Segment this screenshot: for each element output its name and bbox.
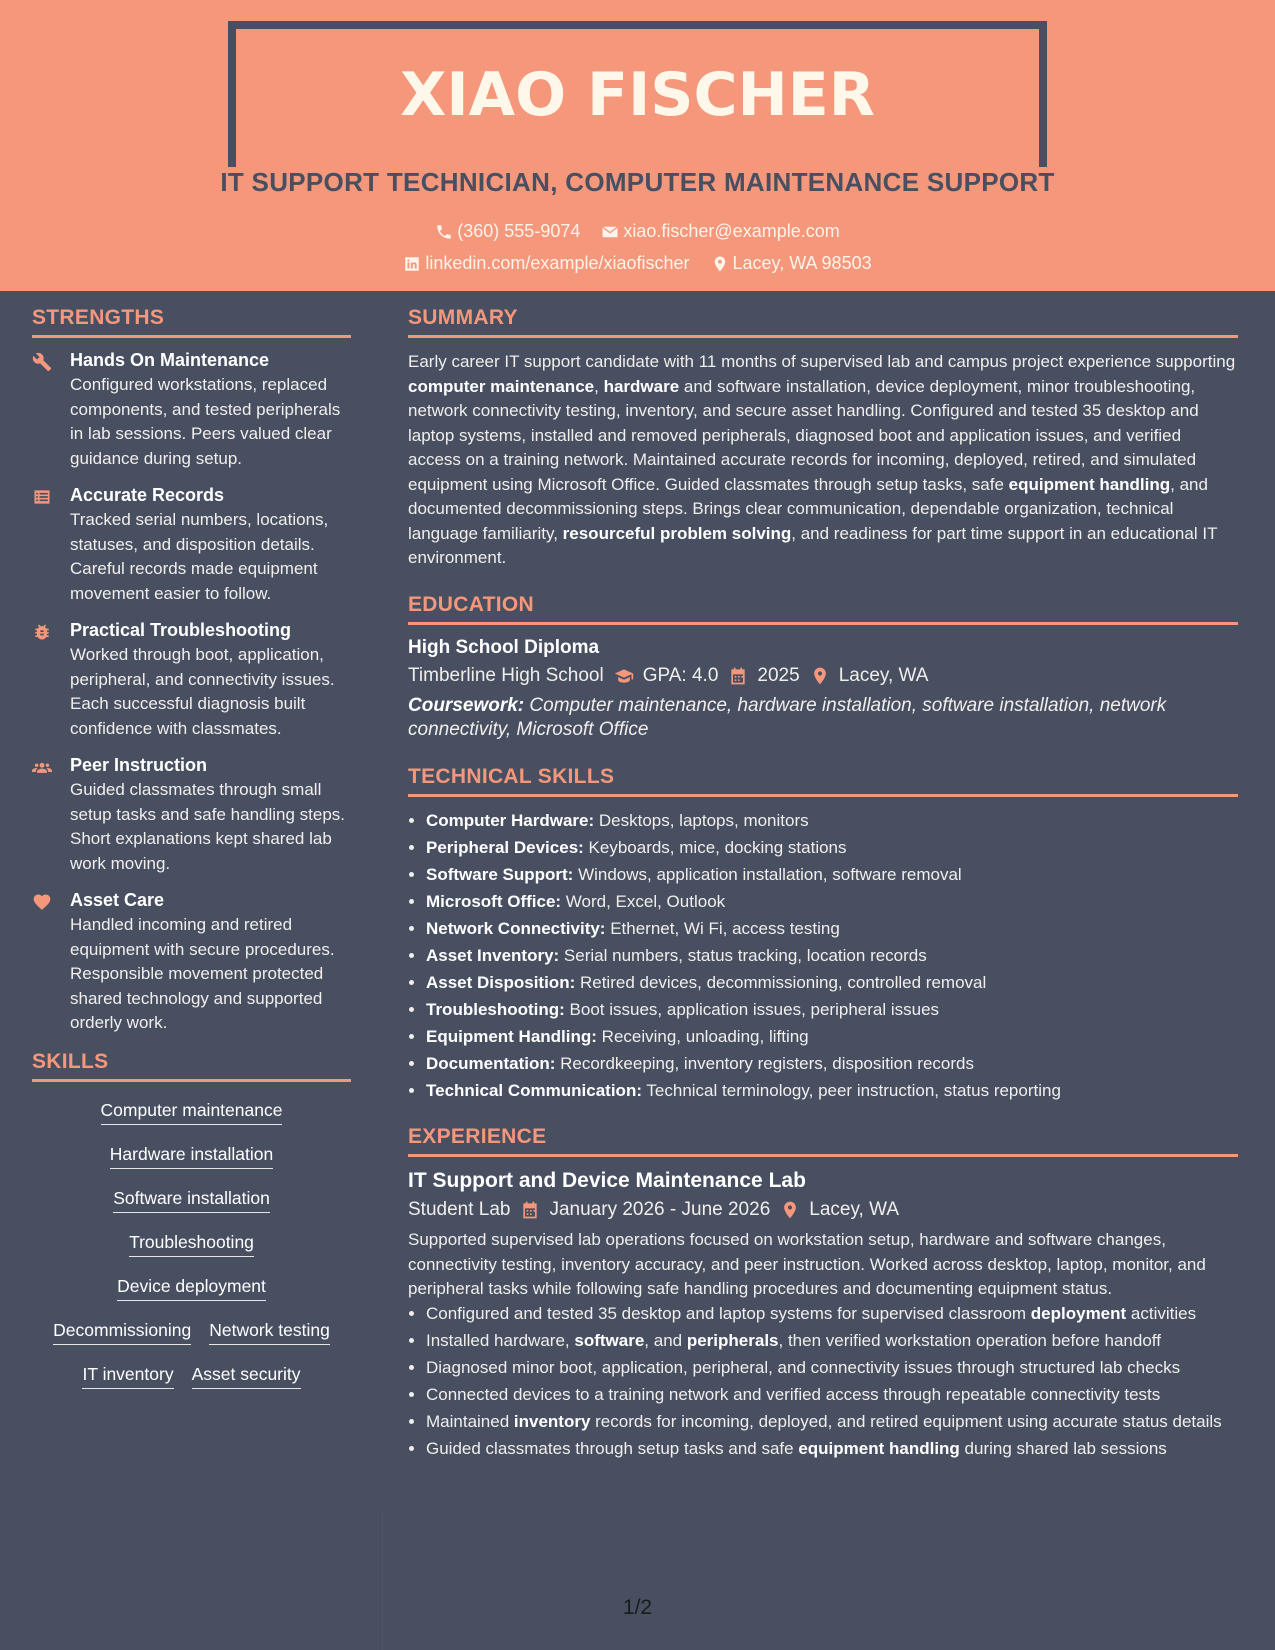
skill-tag: Network testing <box>209 1320 330 1345</box>
experience-meta <box>408 1199 1238 1221</box>
technical-skill-item <box>426 1052 1238 1077</box>
bold-text: resourceful problem solving <box>562 523 792 543</box>
calendar-icon <box>728 666 748 686</box>
education-section <box>408 593 1238 743</box>
technical-skills-heading: TECHNICAL SKILLS <box>408 765 1238 797</box>
text: Early career IT support candidate with 11 months of supervised lab and campus project experience supporting <box>408 352 1236 371</box>
experience-org: Student Lab <box>408 1199 511 1220</box>
technical-skill-item <box>426 944 1238 969</box>
bug-icon <box>32 620 70 741</box>
strength-item <box>32 620 351 741</box>
bold-text: peripherals <box>686 1330 779 1350</box>
text: and software installation, device deployment, minor troubleshooting, network connectivity testing, inventory, and secure asset handling. Configured and tested 35 desktop and laptop systems, installed and removed peripherals, diagnosed boot and application issues, and verified access on a training network. Maintained accurate records for incoming, deployed, retired, and simulated equipment using Microsoft Office. Guided classmates through setup tasks, safe <box>408 376 1199 494</box>
technical-skills-section <box>408 765 1238 1104</box>
text: , and readiness for part time support in an educational IT environment. <box>408 523 1218 567</box>
strength-description: Worked through boot, application, peripheral, and connectivity issues. Each successful diagnosis built confidence with classmates. <box>70 645 335 738</box>
bold-text: deployment <box>1030 1303 1127 1323</box>
coursework-label: Coursework: <box>408 694 525 716</box>
skill-tag: Software installation <box>113 1188 270 1213</box>
skills-section <box>32 1050 351 1389</box>
text: during shared lab sessions <box>959 1438 1167 1458</box>
education-location: Lacey, WA <box>838 664 929 686</box>
experience-location: Lacey, WA <box>809 1199 900 1220</box>
bold-text: software <box>574 1330 645 1350</box>
technical-skill-label: Network Connectivity: <box>426 918 606 938</box>
text: records for incoming, deployed, and retired equipment using accurate status details <box>590 1411 1222 1431</box>
technical-skill-item <box>426 863 1238 888</box>
strength-title: Peer Instruction <box>70 755 208 775</box>
education-heading: EDUCATION <box>408 593 1238 625</box>
skill-row <box>32 1364 351 1389</box>
technical-skill-value: Keyboards, mice, docking stations <box>583 837 847 857</box>
column-divider <box>382 1510 383 1650</box>
location-text: Lacey, WA 98503 <box>732 253 872 273</box>
wrench-icon <box>32 350 70 471</box>
phone[interactable] <box>435 221 580 242</box>
strength-item <box>32 890 351 1036</box>
school: Timberline High School <box>408 664 604 686</box>
strength-body <box>70 620 351 741</box>
text: Diagnosed minor boot, application, peripheral, and connectivity issues through structured lab checks <box>426 1357 1181 1377</box>
bold-text: computer maintenance <box>408 376 595 396</box>
strength-description: Handled incoming and retired equipment with secure procedures. Responsible movement protected shared technology and supported orderly work. <box>70 915 335 1032</box>
text: Connected devices to a training network and verified access through repeatable connectivity tests <box>426 1384 1161 1404</box>
phone-text: (360) 555-9074 <box>457 221 581 241</box>
experience-bullet <box>426 1410 1238 1435</box>
strength-description: Configured workstations, replaced components, and tested peripherals in lab sessions. Peers valued clear guidance during setup. <box>70 375 341 468</box>
email-text: xiao.fischer@example.com <box>623 221 840 241</box>
experience-description: Supported supervised lab operations focused on workstation setup, hardware and software changes, connectivity testing, inventory accuracy, and peer instruction. Worked across desktop, laptop, monitor, and peripheral tasks while following safe handling procedures and documenting equipment status. <box>408 1230 1206 1298</box>
technical-skill-item <box>426 809 1238 834</box>
text: , and documented decommissioning steps. Brings clear communication, dependable organization, technical language familiarity, <box>408 474 1208 543</box>
skill-tag: Hardware installation <box>110 1144 273 1169</box>
right-column <box>408 306 1238 1483</box>
skill-tag: Decommissioning <box>53 1320 191 1345</box>
technical-skill-value: Word, Excel, Outlook <box>561 891 726 911</box>
email[interactable] <box>601 221 839 242</box>
strength-body <box>70 485 351 606</box>
technical-skill-value: Receiving, unloading, lifting <box>596 1026 809 1046</box>
technical-skill-value: Desktops, laptops, monitors <box>594 810 809 830</box>
contact-line-2 <box>0 253 1275 278</box>
skill-row <box>32 1276 351 1301</box>
strength-title: Hands On Maintenance <box>70 350 270 370</box>
technical-skill-item <box>426 1079 1238 1104</box>
location <box>711 253 872 274</box>
strengths-list <box>32 350 351 1036</box>
text: , <box>594 376 604 396</box>
graduation-year: 2025 <box>757 664 800 686</box>
candidate-name: XIAO FISCHER <box>400 60 875 130</box>
skill-row <box>32 1144 351 1169</box>
header <box>0 0 1275 291</box>
strength-item <box>32 350 351 471</box>
job-title: IT SUPPORT TECHNICIAN, COMPUTER MAINTENANCE SUPPORT <box>220 167 1055 197</box>
technical-skill-label: Equipment Handling: <box>426 1026 597 1046</box>
strength-body <box>70 890 351 1036</box>
heart-icon <box>32 890 70 1036</box>
skill-tag: Device deployment <box>117 1276 266 1301</box>
experience-bullet <box>426 1302 1238 1327</box>
technical-skill-label: Technical Communication: <box>426 1080 642 1100</box>
skill-row <box>32 1232 351 1257</box>
map-pin-icon <box>780 1200 800 1220</box>
graduation-cap-icon <box>614 666 634 686</box>
text: activities <box>1126 1303 1197 1323</box>
technical-skill-label: Documentation: <box>426 1053 556 1073</box>
experience-dates: January 2026 - June 2026 <box>549 1199 771 1220</box>
technical-skill-label: Peripheral Devices: <box>426 837 584 857</box>
technical-skill-item <box>426 971 1238 996</box>
technical-skill-value: Serial numbers, status tracking, location records <box>559 945 927 965</box>
skill-row <box>32 1100 351 1125</box>
skill-tag: Asset security <box>192 1364 301 1389</box>
degree: High School Diploma <box>408 636 600 658</box>
users-icon <box>32 755 70 876</box>
technical-skill-value: Boot issues, application issues, peripheral issues <box>564 999 940 1019</box>
strength-description: Tracked serial numbers, locations, statuses, and disposition details. Careful records made equipment movement easier to follow. <box>70 510 329 603</box>
gpa: GPA: 4.0 <box>642 664 719 686</box>
experience-bullet <box>426 1329 1238 1354</box>
technical-skill-value: Retired devices, decommissioning, controlled removal <box>575 972 987 992</box>
text: , and <box>644 1330 687 1350</box>
strengths-heading: STRENGTHS <box>32 306 351 338</box>
experience-section <box>408 1125 1238 1461</box>
bold-text: equipment handling <box>798 1438 960 1458</box>
technical-skill-label: Microsoft Office: <box>426 891 562 911</box>
text: Guided classmates through setup tasks and safe <box>426 1438 799 1458</box>
technical-skill-label: Asset Inventory: <box>426 945 560 965</box>
technical-skill-value: Technical terminology, peer instruction, status reporting <box>642 1080 1061 1100</box>
education-meta <box>408 665 1238 687</box>
technical-skill-value: Recordkeeping, inventory registers, disposition records <box>555 1053 974 1073</box>
technical-skill-item <box>426 998 1238 1023</box>
text: Configured and tested 35 desktop and laptop systems for supervised classroom <box>426 1303 1031 1323</box>
strength-item <box>32 485 351 606</box>
list-icon <box>32 485 70 606</box>
strength-item <box>32 755 351 876</box>
strength-title: Asset Care <box>70 890 165 910</box>
skills-heading: SKILLS <box>32 1050 351 1082</box>
bold-text: inventory <box>513 1411 591 1431</box>
bold-text: equipment handling <box>1008 474 1171 494</box>
left-column <box>32 306 351 1408</box>
text: , then verified workstation operation before handoff <box>778 1330 1161 1350</box>
bold-text: hardware <box>603 376 680 396</box>
map-pin-icon <box>711 255 729 273</box>
technical-skill-item <box>426 890 1238 915</box>
technical-skill-item <box>426 836 1238 861</box>
experience-bullet <box>426 1356 1238 1381</box>
skill-tag: Computer maintenance <box>101 1100 283 1125</box>
skill-row <box>32 1188 351 1213</box>
experience-bullet <box>426 1437 1238 1462</box>
linkedin[interactable] <box>403 253 689 274</box>
strength-description: Guided classmates through small setup tasks and safe handling steps. Short explanations kept shared lab work moving. <box>70 780 346 873</box>
coursework <box>408 694 1238 743</box>
technical-skill-label: Troubleshooting: <box>426 999 565 1019</box>
skill-tag: IT inventory <box>82 1364 173 1389</box>
experience-title: IT Support and Device Maintenance Lab <box>408 1169 806 1192</box>
skill-row <box>32 1320 351 1345</box>
strength-title: Practical Troubleshooting <box>70 620 292 640</box>
calendar-icon <box>520 1200 540 1220</box>
technical-skill-label: Computer Hardware: <box>426 810 595 830</box>
text: Maintained <box>426 1411 514 1431</box>
technical-skill-value: Windows, application installation, software removal <box>573 864 962 884</box>
linkedin-text: linkedin.com/example/xiaofischer <box>425 253 690 273</box>
coursework-text: Computer maintenance, hardware installation, software installation, network connectivity, Microsoft Office <box>408 694 1167 740</box>
summary-heading: SUMMARY <box>408 306 1238 338</box>
strength-body <box>70 350 351 471</box>
experience-heading: EXPERIENCE <box>408 1125 1238 1157</box>
summary-text <box>408 350 1238 571</box>
envelope-icon <box>601 223 619 241</box>
technical-skills-list <box>408 809 1238 1104</box>
experience-bullet <box>426 1383 1238 1408</box>
technical-skill-label: Software Support: <box>426 864 574 884</box>
technical-skill-item <box>426 917 1238 942</box>
strength-body <box>70 755 351 876</box>
text: Installed hardware, <box>426 1330 575 1350</box>
skills-list <box>32 1094 351 1389</box>
technical-skill-value: Ethernet, Wi Fi, access testing <box>605 918 840 938</box>
contact-line-1 <box>0 221 1275 246</box>
linkedin-icon <box>403 255 421 273</box>
technical-skill-label: Asset Disposition: <box>426 972 576 992</box>
map-pin-icon <box>810 666 830 686</box>
page-number: 1/2 <box>622 1596 653 1619</box>
technical-skill-item <box>426 1025 1238 1050</box>
experience-bullets <box>408 1302 1238 1462</box>
skill-tag: Troubleshooting <box>129 1232 254 1257</box>
phone-icon <box>435 223 453 241</box>
summary-section <box>408 306 1238 571</box>
strength-title: Accurate Records <box>70 485 225 505</box>
